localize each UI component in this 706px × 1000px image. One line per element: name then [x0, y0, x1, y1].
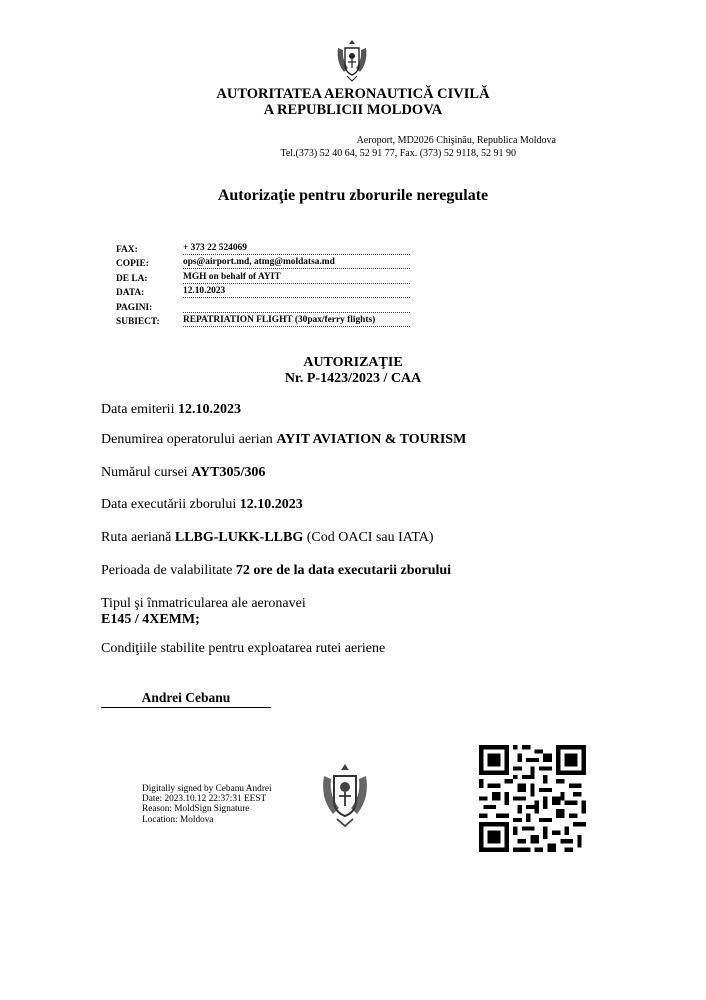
digital-signature-line: Date: 2023.10.12 22:37:31 EEST — [142, 794, 267, 805]
operator-value: AYIT AVIATION & TOURISM — [276, 432, 467, 447]
fax-header-table — [116, 240, 410, 327]
execution-date-value: 12.10.2023 — [239, 497, 303, 512]
authorization-title: AUTORIZAŢIE — [303, 355, 403, 370]
aircraft-label: Tipul şi înmatricularea ale aeronavei — [101, 596, 306, 611]
execution-date-field — [101, 497, 303, 513]
subject-label: SUBIECT: — [116, 317, 160, 327]
route-label: Ruta aeriană — [101, 530, 175, 545]
subject-row — [116, 313, 410, 328]
pages-label: PAGINI: — [116, 302, 153, 313]
operator-label: Denumirea operatorului aerian — [101, 432, 277, 447]
validity-label: Perioada de valabilitate — [101, 563, 236, 578]
route-note: (Cod OACI sau IATA) — [303, 530, 434, 545]
issue-date-label: Data emiterii — [101, 402, 178, 417]
operator-field — [101, 432, 466, 448]
pages-row — [116, 298, 410, 313]
date-label: DATA: — [116, 288, 145, 298]
digital-signature-block — [142, 784, 272, 825]
subject-value: REPATRIATION FLIGHT (30pax/ferry flights) — [183, 315, 410, 327]
route-value: LLBG-LUKK-LLBG — [174, 530, 304, 545]
conditions-label: Condiţiile stabilite pentru exploatarea rutei aeriene — [101, 641, 386, 656]
from-value: MGH on behalf of AYIT — [183, 272, 410, 284]
validity-field — [101, 563, 451, 579]
pages-value — [183, 311, 410, 313]
digital-signature-line: Digitally signed by Cebanu Andrei — [142, 784, 272, 794]
aircraft-value-text: E145 / 4XEMM; — [101, 612, 200, 627]
flight-number-field — [101, 465, 265, 481]
execution-date-label: Data executării zborului — [101, 497, 240, 512]
aircraft-value — [101, 612, 200, 628]
authorization-heading — [0, 355, 706, 387]
fax-label: FAX: — [116, 244, 138, 255]
fax-value: + 373 22 524069 — [183, 243, 410, 255]
moldova-coat-of-arms-icon — [318, 762, 372, 828]
fax-row — [116, 240, 410, 255]
signatory-name: Andrei Cebanu — [101, 690, 271, 708]
digital-signature-line: Reason: MoldSign Signature — [142, 804, 250, 815]
authority-phones: Tel.(373) 52 40 64, 52 91 77, Fax. (373) 52 9118, 52 91 90 — [280, 148, 516, 159]
authority-name-line2: A REPUBLICII MOLDOVA — [263, 102, 443, 118]
route-field — [101, 530, 434, 546]
from-row — [116, 269, 410, 284]
issue-date-field — [101, 402, 241, 418]
copy-label: COPIE: — [116, 259, 149, 269]
moldova-coat-of-arms-icon — [334, 38, 370, 82]
flight-number-label: Numărul cursei — [101, 465, 192, 480]
validity-value: 72 ore de la data executarii zborului — [235, 563, 452, 578]
authorization-number: Nr. P-1423/2023 / CAA — [284, 371, 422, 386]
digital-signature-line: Location: Moldova — [142, 814, 214, 825]
document-title: Autorizaţie pentru zborurile neregulate — [217, 187, 489, 204]
flight-number-value: AYT305/306 — [191, 465, 266, 480]
copy-value: ops@airport.md, atmg@moldatsa.md — [183, 257, 410, 269]
date-row — [116, 284, 410, 299]
date-value: 12.10.2023 — [183, 286, 410, 298]
issue-date-value: 12.10.2023 — [177, 402, 241, 417]
copy-row — [116, 255, 410, 270]
authority-name-line1: AUTORITATEA AERONAUTICĂ CIVILĂ — [216, 86, 490, 102]
from-label: DE LA: — [116, 273, 148, 284]
qr-code-icon — [479, 745, 586, 852]
authority-address: Aeroport, MD2026 Chişinău, Republica Moldova — [356, 135, 556, 146]
